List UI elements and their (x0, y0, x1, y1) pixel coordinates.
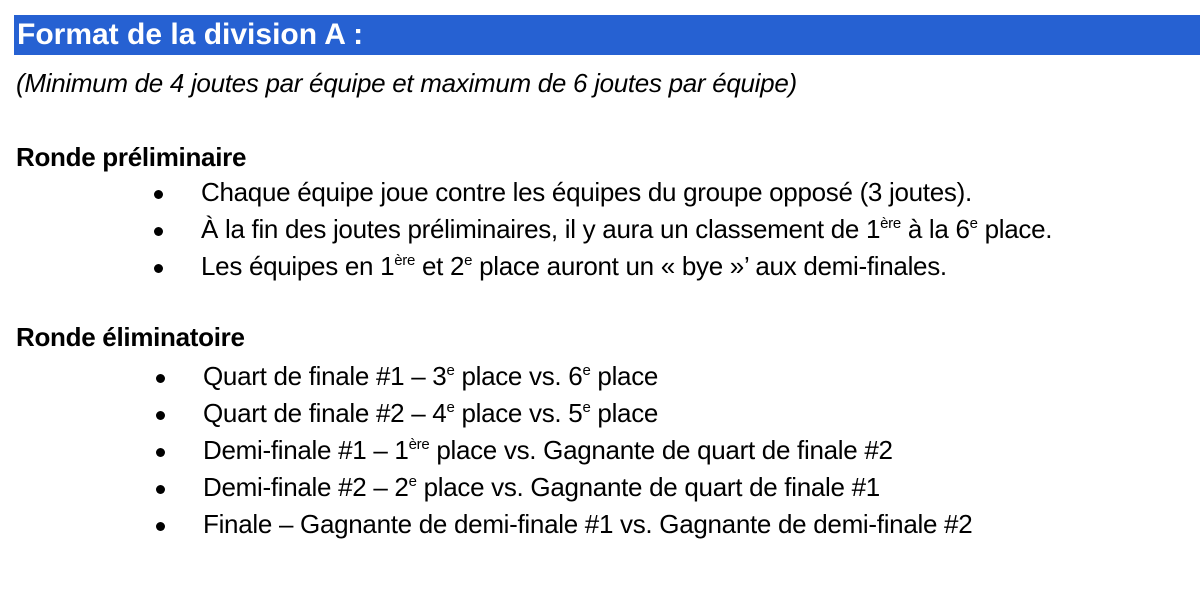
ordinal-superscript: e (582, 362, 591, 379)
ordinal-superscript: e (969, 215, 978, 232)
item-text-segment: place (590, 361, 659, 391)
ordinal-superscript: ère (408, 436, 430, 453)
bullet-icon (156, 485, 165, 494)
item-text-segment: place vs. Gagnante de quart de finale #2 (429, 435, 893, 465)
elimination-round-item-text (203, 395, 658, 432)
ordinal-superscript: e (408, 473, 417, 490)
preliminary-round-item-text (201, 174, 972, 211)
item-text-segment: Finale – Gagnante de demi-finale #1 vs. Gagnante de demi-finale #2 (203, 509, 973, 539)
item-text-segment: place vs. 5 (454, 398, 583, 428)
item-text-segment: place vs. Gagnante de quart de finale #1 (416, 472, 880, 502)
item-text-segment: Demi-finale #1 – 1 (203, 435, 409, 465)
elimination-round-item-text (203, 432, 893, 469)
item-text-segment: Demi-finale #2 – 2 (203, 472, 409, 502)
division-title-bar (14, 15, 1200, 55)
bullet-icon (156, 522, 165, 531)
item-text-segment: À la fin des joutes préliminaires, il y aura un classement de 1 (201, 214, 881, 244)
ordinal-superscript: e (446, 362, 455, 379)
elimination-round-heading: Ronde éliminatoire (16, 322, 245, 352)
ordinal-superscript: ère (394, 252, 416, 269)
elimination-round-item-text (203, 358, 658, 395)
elimination-round-item-text (203, 469, 880, 506)
item-text-segment: et 2 (415, 251, 465, 281)
bullet-icon (154, 264, 163, 273)
item-text-segment: place vs. 6 (454, 361, 583, 391)
item-text-segment: place auront un « bye »’ aux demi-finales. (472, 251, 947, 281)
bullet-icon (154, 227, 163, 236)
ordinal-superscript: e (446, 399, 455, 416)
bullet-icon (156, 411, 165, 420)
preliminary-round-item-text (201, 248, 947, 285)
match-count-note: (Minimum de 4 joutes par équipe et maximum de 6 joutes par équipe) (16, 68, 797, 98)
preliminary-round-item-text (201, 211, 1052, 248)
division-title: Format de la division A : (17, 18, 364, 51)
item-text-segment: Les équipes en 1 (201, 251, 395, 281)
item-text-segment: à la 6 (900, 214, 970, 244)
item-text-segment: place. (977, 214, 1053, 244)
item-text-segment: place (590, 398, 659, 428)
bullet-icon (156, 374, 165, 383)
elimination-round-item-text (203, 506, 972, 543)
ordinal-superscript: e (464, 252, 473, 269)
item-text-segment: Chaque équipe joue contre les équipes du groupe opposé (3 joutes). (201, 177, 972, 207)
bullet-icon (156, 448, 165, 457)
ordinal-superscript: e (582, 399, 591, 416)
bullet-icon (154, 190, 163, 199)
item-text-segment: Quart de finale #2 – 4 (203, 398, 447, 428)
ordinal-superscript: ère (880, 215, 901, 232)
item-text-segment: Quart de finale #1 – 3 (203, 361, 447, 391)
preliminary-round-heading: Ronde préliminaire (16, 142, 247, 172)
